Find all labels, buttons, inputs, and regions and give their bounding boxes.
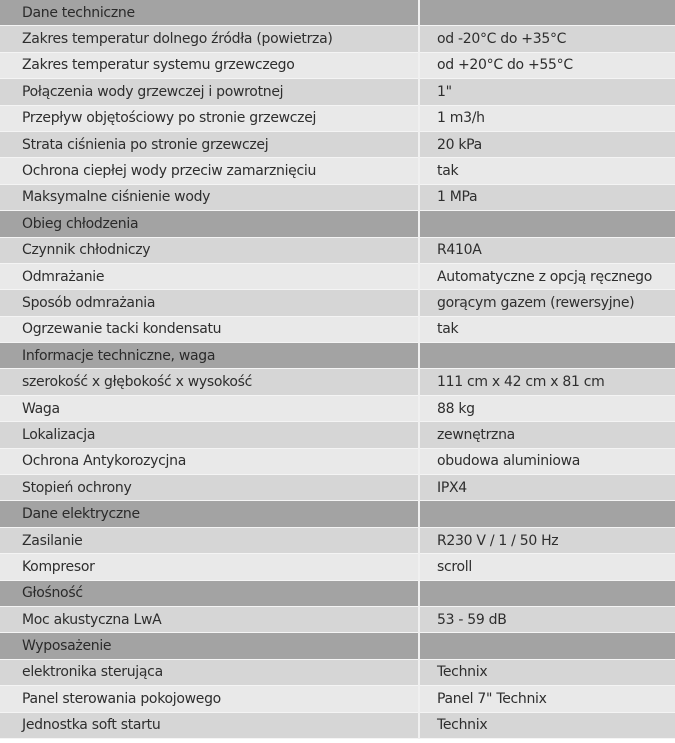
spec-value: 88 kg [419, 395, 675, 421]
spec-value: gorącym gazem (rewersyjne) [419, 290, 675, 316]
table-row [0, 422, 675, 448]
table-row [0, 448, 675, 474]
section-header [0, 343, 675, 369]
spec-label: Lokalizacja [0, 422, 419, 448]
table-row [0, 659, 675, 685]
spec-value: obudowa aluminiowa [419, 448, 675, 474]
table-row [0, 184, 675, 210]
spec-label: Czynnik chłodniczy [0, 237, 419, 263]
section-header [0, 211, 675, 237]
spec-label: Maksymalne ciśnienie wody [0, 184, 419, 210]
table-row [0, 475, 675, 501]
spec-value: od +20°C do +55°C [419, 52, 675, 78]
section-blank [419, 211, 675, 237]
spec-label: Odmrażanie [0, 263, 419, 289]
table-row [0, 158, 675, 184]
spec-label: Sposób odmrażania [0, 290, 419, 316]
section-header [0, 580, 675, 606]
section-title: Głośność [0, 580, 419, 606]
spec-label: Waga [0, 395, 419, 421]
spec-value: Panel 7" Technix [419, 686, 675, 712]
table-row [0, 554, 675, 580]
spec-label: Kompresor [0, 554, 419, 580]
spec-label: Zasilanie [0, 527, 419, 553]
section-blank [419, 343, 675, 369]
section-blank [419, 0, 675, 26]
spec-label: Moc akustyczna LwA [0, 606, 419, 632]
spec-label: Strata ciśnienia po stronie grzewczej [0, 131, 419, 157]
section-header [0, 501, 675, 527]
table-row [0, 527, 675, 553]
spec-value: Automatyczne z opcją ręcznego [419, 263, 675, 289]
spec-label: Zakres temperatur systemu grzewczego [0, 52, 419, 78]
spec-value: zewnętrzna [419, 422, 675, 448]
section-title: Dane techniczne [0, 0, 419, 26]
spec-label: Ochrona Antykorozycjna [0, 448, 419, 474]
spec-value: 111 cm x 42 cm x 81 cm [419, 369, 675, 395]
spec-label: Połączenia wody grzewczej i powrotnej [0, 79, 419, 105]
spec-label: Stopień ochrony [0, 475, 419, 501]
spec-label: Ochrona ciepłej wody przeciw zamarznięciu [0, 158, 419, 184]
spec-label: Jednostka soft startu [0, 712, 419, 738]
section-blank [419, 580, 675, 606]
spec-value: 20 kPa [419, 131, 675, 157]
spec-value: 1 m3/h [419, 105, 675, 131]
spec-value: tak [419, 316, 675, 342]
table-row [0, 26, 675, 52]
spec-label: Zakres temperatur dolnego źródła (powietrza) [0, 26, 419, 52]
table-row [0, 395, 675, 421]
section-blank [419, 633, 675, 659]
spec-value: Technix [419, 659, 675, 685]
spec-label: szerokość x głębokość x wysokość [0, 369, 419, 395]
table-row [0, 290, 675, 316]
table-row [0, 712, 675, 738]
section-title: Obieg chłodzenia [0, 211, 419, 237]
spec-value: scroll [419, 554, 675, 580]
section-blank [419, 501, 675, 527]
spec-value: tak [419, 158, 675, 184]
table-row [0, 79, 675, 105]
table-row [0, 316, 675, 342]
table-row [0, 263, 675, 289]
table-row [0, 52, 675, 78]
spec-label: Panel sterowania pokojowego [0, 686, 419, 712]
spec-label: Ogrzewanie tacki kondensatu [0, 316, 419, 342]
spec-value: 1" [419, 79, 675, 105]
table-row [0, 105, 675, 131]
spec-value: od -20°C do +35°C [419, 26, 675, 52]
section-title: Informacje techniczne, waga [0, 343, 419, 369]
spec-value: 1 MPa [419, 184, 675, 210]
spec-value: Technix [419, 712, 675, 738]
table-row [0, 606, 675, 632]
table-row [0, 369, 675, 395]
spec-label: Przepływ objętościowy po stronie grzewczej [0, 105, 419, 131]
spec-value: IPX4 [419, 475, 675, 501]
table-row [0, 686, 675, 712]
table-row [0, 237, 675, 263]
table-row [0, 131, 675, 157]
spec-value: R410A [419, 237, 675, 263]
section-header [0, 0, 675, 26]
spec-value: R230 V / 1 / 50 Hz [419, 527, 675, 553]
spec-value: 53 - 59 dB [419, 606, 675, 632]
section-header [0, 633, 675, 659]
section-title: Dane elektryczne [0, 501, 419, 527]
section-title: Wyposażenie [0, 633, 419, 659]
spec-label: elektronika sterująca [0, 659, 419, 685]
